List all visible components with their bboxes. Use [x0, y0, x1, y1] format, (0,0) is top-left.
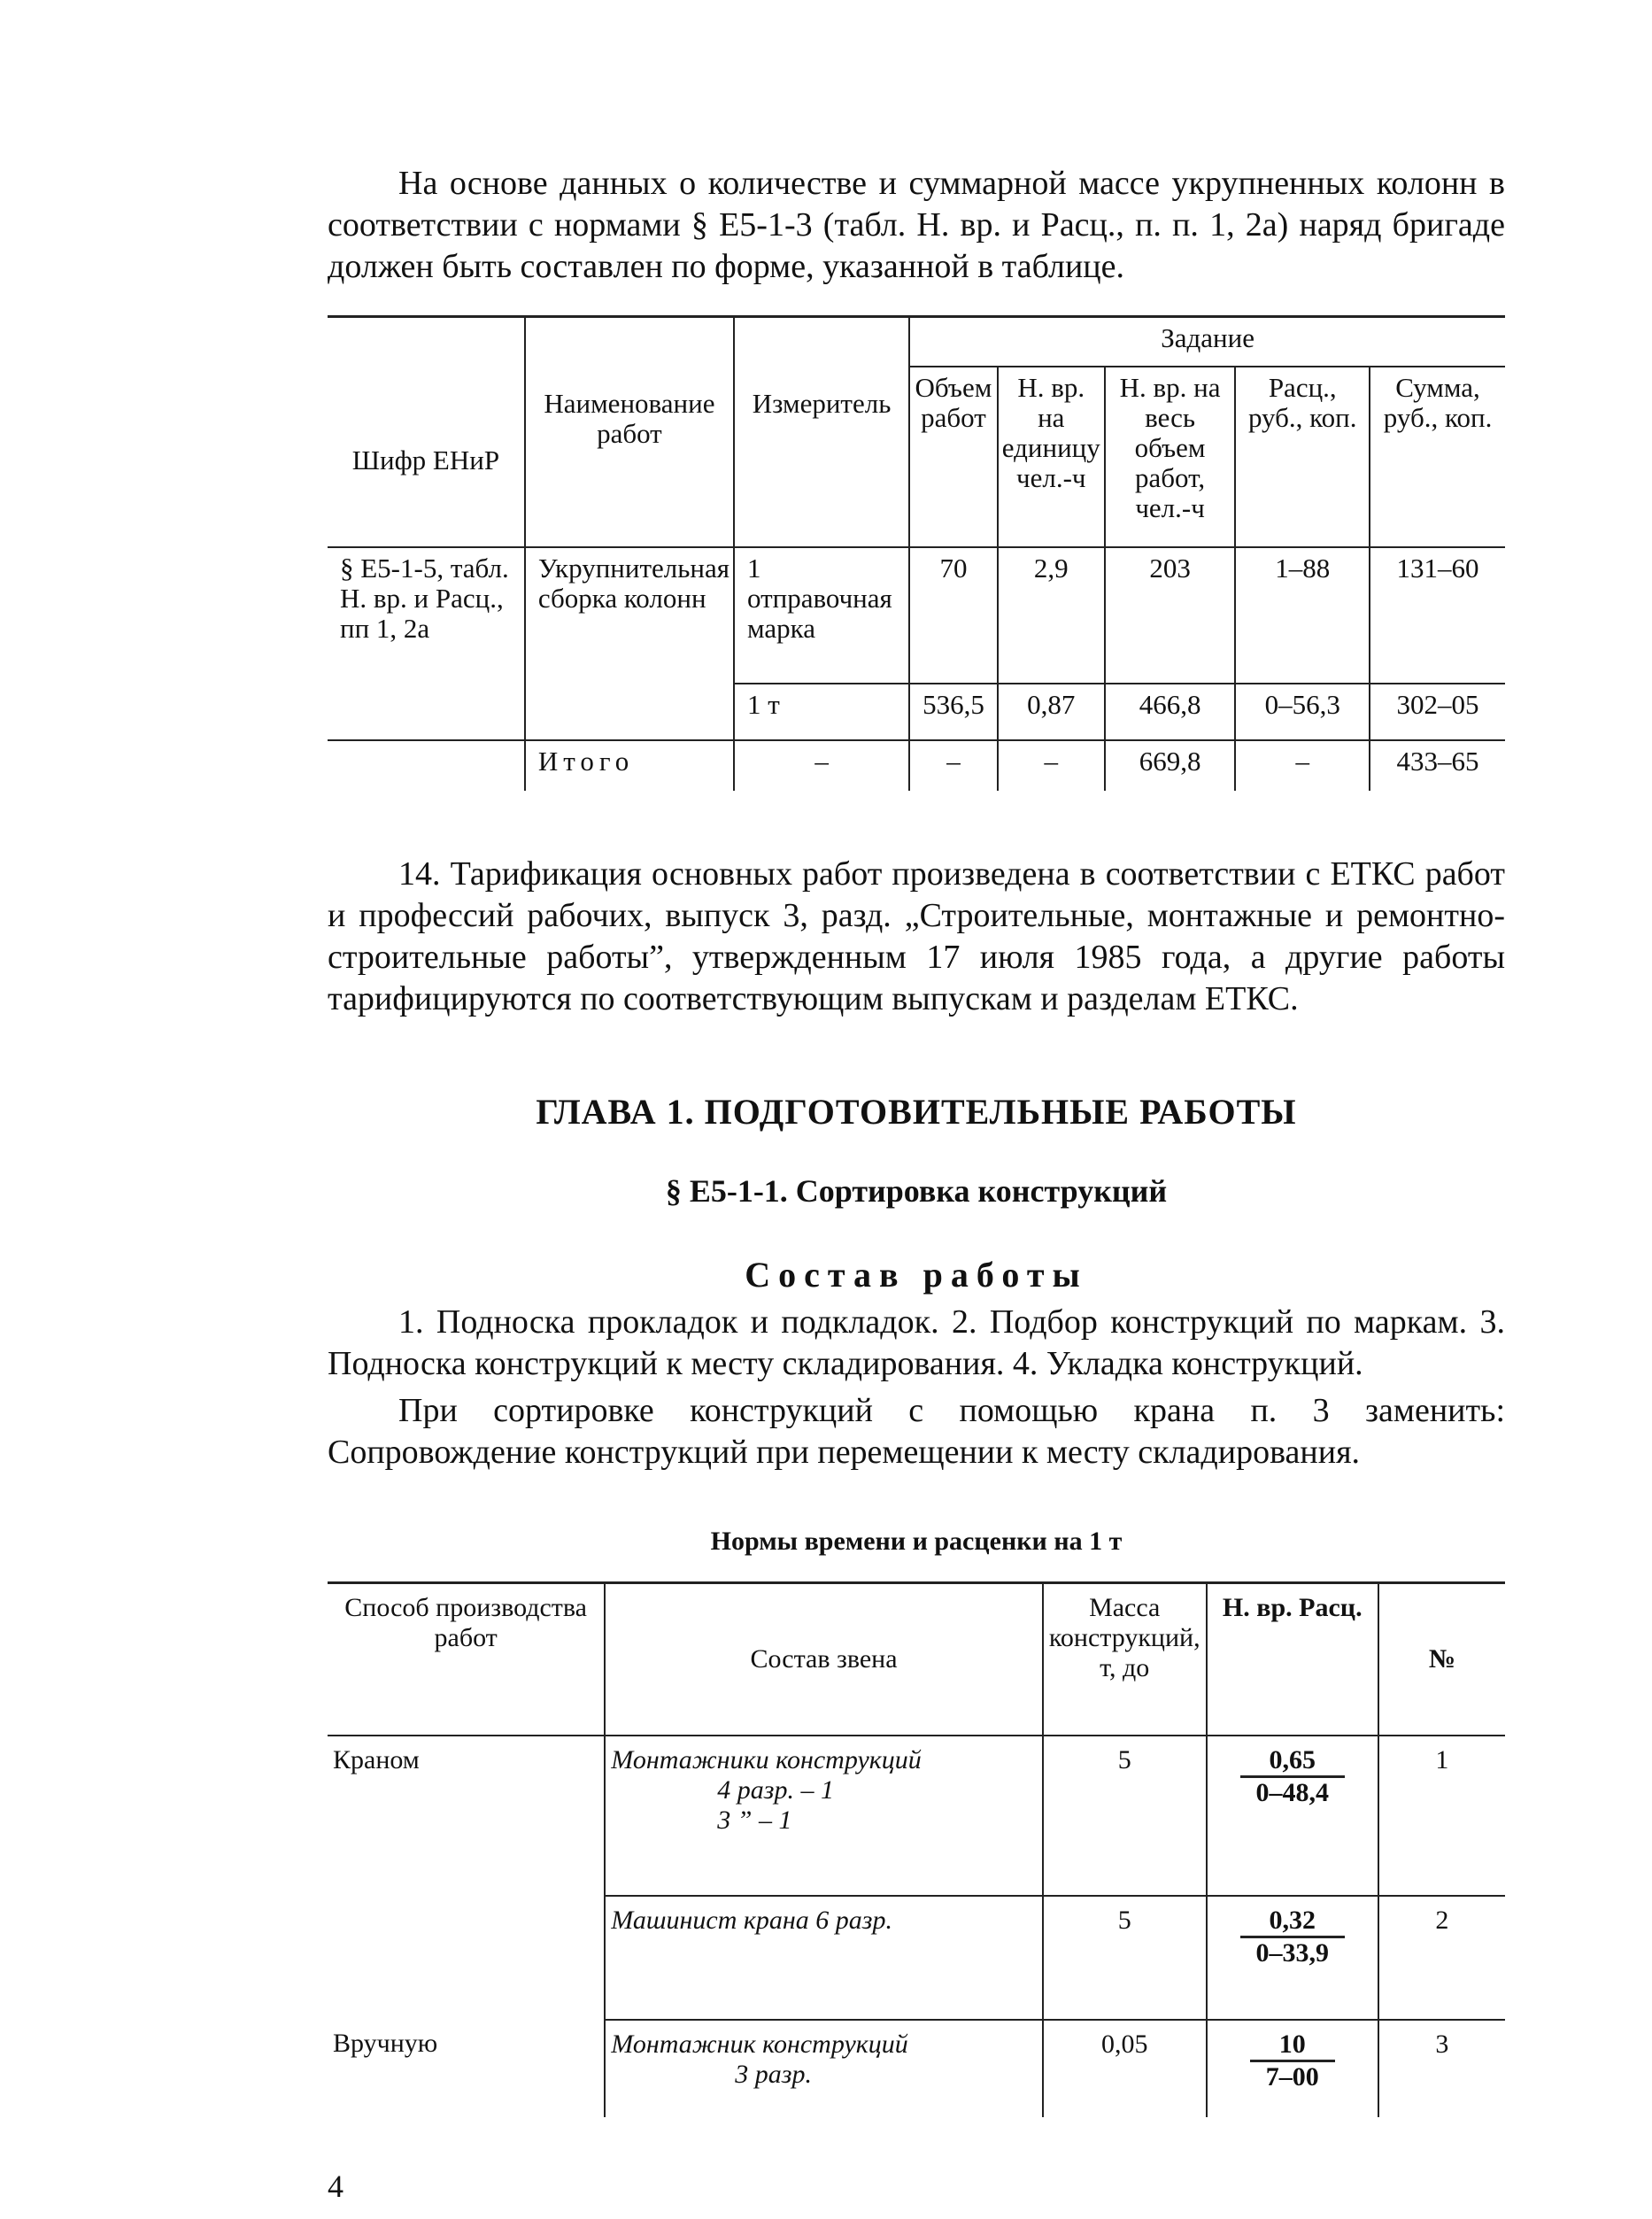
table-row [328, 1736, 1505, 1896]
header-norm-rate: Н. вр. Расц. [1207, 1583, 1378, 1736]
total-norm-total: 669,8 [1105, 740, 1236, 791]
norm-value: 0,65 [1240, 1745, 1346, 1778]
table-row [328, 547, 1505, 684]
header-number: № [1378, 1583, 1505, 1736]
crew-line: 3 ” – 1 [717, 1805, 792, 1835]
number-cell: 1 [1378, 1736, 1505, 1896]
norm-rate-cell [1207, 1736, 1378, 1896]
total-volume: – [909, 740, 998, 791]
norm-unit-cell: 0,87 [998, 684, 1105, 740]
code-cell: § Е5-1-5, табл. Н. вр. и Расц., пп 1, 2а [328, 547, 525, 740]
norm-value: 10 [1250, 2030, 1335, 2062]
total-rate: – [1235, 740, 1370, 791]
norm-value: 0,32 [1240, 1906, 1346, 1938]
chapter-heading: ГЛАВА 1. ПОДГОТОВИТЕЛЬНЫЕ РАБОТЫ [536, 1092, 1297, 1132]
header-sum: Сумма, руб., коп. [1370, 367, 1505, 547]
empty-cell [328, 740, 525, 791]
header-crew: Состав звена [605, 1583, 1042, 1736]
norm-rate-fraction [1250, 2030, 1335, 2092]
table-header-row [328, 1583, 1505, 1736]
work-composition [328, 1302, 1505, 1473]
norm-unit-cell: 2,9 [998, 547, 1105, 684]
work-crane-note: При сортировке конструкций с помощью крана п. 3 заменить: Сопровождение конструкций при перемещении к месту складирования. [328, 1392, 1505, 1471]
norms-table [328, 1581, 1505, 2117]
work-composition-heading: Состав работы [745, 1255, 1088, 1295]
number-cell: 2 [1378, 1896, 1505, 2020]
work-steps-text: 1. Подноска прокладок и подкладок. 2. Подбор конструкций по маркам. 3. Подноска конструкций к месту складирования. 4. Укладка конструкций. [328, 1303, 1505, 1382]
sum-cell: 131–60 [1370, 547, 1505, 684]
rate-cell: 1–88 [1235, 547, 1370, 684]
header-name: Наименование работ [525, 317, 734, 548]
volume-cell: 536,5 [909, 684, 998, 740]
method-cell: Вручную [333, 2029, 438, 2058]
mass-cell: 5 [1043, 1896, 1207, 2020]
sum-cell: 302–05 [1370, 684, 1505, 740]
intro-text: На основе данных о количестве и суммарной массе укрупненных колонн в соответствии с нормами § Е5-1-3 (табл. Н. вр. и Расц., п. п. 1, 2а) наряд бригаде должен быть составлен по форме, указанной в таблице. [328, 165, 1505, 285]
norm-rate-fraction [1240, 1906, 1346, 1968]
number-cell: 3 [1378, 2020, 1505, 2117]
method-cell: Краном [333, 1745, 420, 1774]
name-cell: Укрупнительная сборка колонн [525, 547, 734, 740]
crew-line: 3 разр. [735, 2060, 813, 2089]
norm-rate-cell [1207, 1896, 1378, 2020]
header-norm-unit: Н. вр. на единицу чел.-ч [998, 367, 1105, 547]
header-norm-total: Н. вр. на весь объем работ, чел.-ч [1105, 367, 1236, 547]
work-order-table [328, 315, 1505, 791]
norm-rate-fraction [1240, 1745, 1346, 1808]
rate-value: 0–48,4 [1255, 1778, 1329, 1807]
method-cell [328, 1896, 605, 2020]
rate-cell: 0–56,3 [1235, 684, 1370, 740]
rate-value: 7–00 [1265, 2062, 1319, 2091]
crew-cell [605, 1896, 1042, 2020]
header-volume: Объем работ [909, 367, 998, 547]
header-method: Способ производства работ [328, 1583, 605, 1736]
section-heading: § Е5-1-1. Сортировка конструкций [665, 1173, 1168, 1209]
crew-cell [605, 2020, 1042, 2117]
norm-total-cell: 466,8 [1105, 684, 1236, 740]
intro-paragraph [328, 163, 1505, 288]
crew-cell [605, 1736, 1042, 1896]
total-sum: 433–65 [1370, 740, 1505, 791]
header-rate: Расц., руб., коп. [1235, 367, 1370, 547]
paragraph-14-text: 14. Тарификация основных работ произведена в соответствии с ЕТКС работ и профессий рабочих, выпуск 3, разд. „Строительные, монтажные и ремонтно-строительные работы”, утвержденным 17 июля 1985 года, а другие работы тарифицируются по соответствующим выпускам и разделам ЕТКС. [328, 855, 1505, 1017]
table-row [328, 1896, 1505, 2020]
volume-cell: 70 [909, 547, 998, 684]
total-label: Итого [525, 740, 734, 791]
crew-line: Монтажники конструкций [611, 1745, 922, 1774]
header-code: Шифр ЕНиР [328, 317, 525, 548]
header-mass: Масса конструкций, т, до [1043, 1583, 1207, 1736]
rate-value: 0–33,9 [1255, 1938, 1329, 1968]
mass-cell: 5 [1043, 1736, 1207, 1896]
crew-line: 4 разр. – 1 [717, 1775, 835, 1805]
header-task-group: Задание [909, 317, 1505, 367]
norm-total-cell: 203 [1105, 547, 1236, 684]
page-number: 4 [328, 2169, 344, 2204]
table-caption: Нормы времени и расценки на 1 т [710, 1527, 1123, 1556]
unit-cell: 1 отправочная марка [734, 547, 909, 684]
table-row [328, 2020, 1505, 2117]
mass-cell: 0,05 [1043, 2020, 1207, 2117]
total-norm-unit: – [998, 740, 1105, 791]
total-unit: – [734, 740, 909, 791]
paragraph-14 [328, 854, 1505, 1020]
norm-rate-cell [1207, 2020, 1378, 2117]
unit-cell: 1 т [734, 684, 909, 740]
crew-line: Монтажник конструкций [611, 2030, 908, 2059]
crew-line: Машинист крана 6 разр. [611, 1906, 892, 1935]
total-row [328, 740, 1505, 791]
header-unit: Измеритель [734, 317, 909, 548]
